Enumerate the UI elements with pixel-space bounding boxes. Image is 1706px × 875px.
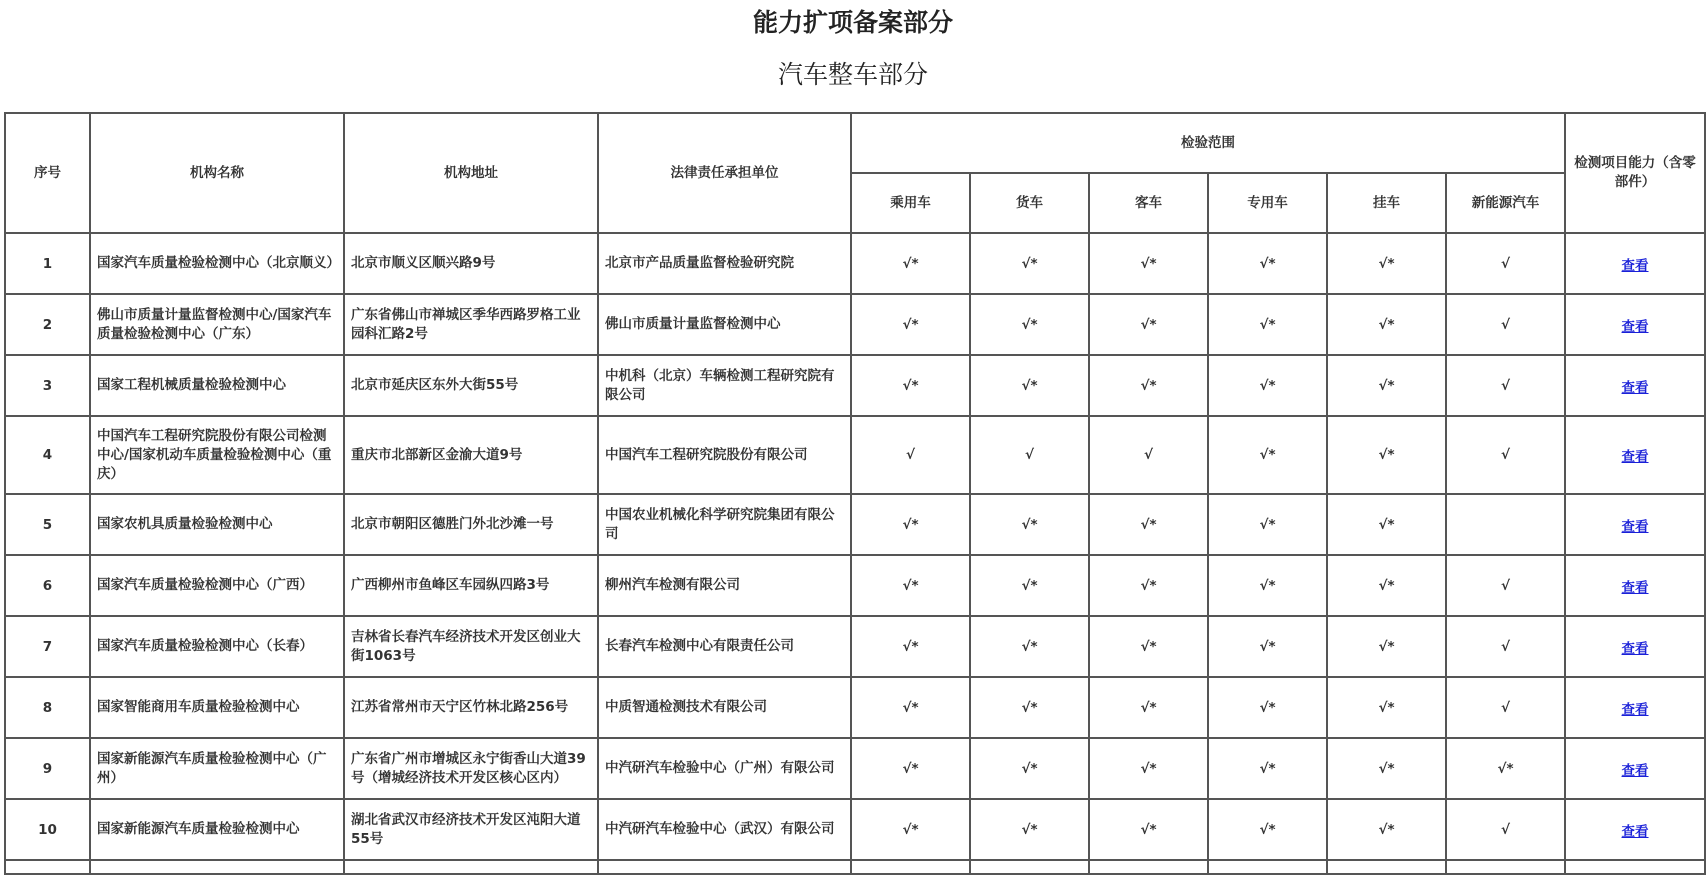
row-capability (1565, 355, 1705, 416)
row-seq: 8 (5, 677, 90, 738)
row-scope-trailer: √* (1327, 494, 1446, 555)
row-address: 广东省佛山市禅城区季华西路罗格工业园科汇路2号 (344, 294, 598, 355)
row-legal: 中质智通检测技术有限公司 (598, 677, 851, 738)
empty-cell (344, 860, 598, 874)
row-seq: 10 (5, 799, 90, 860)
row-scope-trailer: √* (1327, 233, 1446, 294)
row-seq: 5 (5, 494, 90, 555)
row-scope-nev: √ (1446, 799, 1565, 860)
row-seq: 3 (5, 355, 90, 416)
empty-cell (90, 860, 344, 874)
header-capability: 检测项目能力（含零部件） (1565, 113, 1705, 233)
row-capability (1565, 677, 1705, 738)
row-name: 中国汽车工程研究院股份有限公司检测中心/国家机动车质量检验检测中心（重庆） (90, 416, 344, 494)
row-scope-passenger: √* (851, 355, 970, 416)
row-scope-truck: √ (970, 416, 1089, 494)
header-scope: 检验范围 (851, 113, 1565, 173)
header-row (5, 113, 1705, 173)
header-special: 专用车 (1208, 173, 1327, 233)
row-scope-passenger: √* (851, 616, 970, 677)
row-seq: 6 (5, 555, 90, 616)
row-scope-trailer: √* (1327, 416, 1446, 494)
row-scope-nev: √* (1446, 738, 1565, 799)
row-scope-bus: √* (1089, 294, 1208, 355)
row-seq: 9 (5, 738, 90, 799)
row-scope-trailer: √* (1327, 355, 1446, 416)
table-row (5, 494, 1705, 555)
row-address: 湖北省武汉市经济技术开发区沌阳大道55号 (344, 799, 598, 860)
row-seq: 1 (5, 233, 90, 294)
row-legal: 中汽研汽车检验中心（广州）有限公司 (598, 738, 851, 799)
row-scope-nev: √ (1446, 677, 1565, 738)
row-name: 国家新能源汽车质量检验检测中心（广州） (90, 738, 344, 799)
row-legal: 长春汽车检测中心有限责任公司 (598, 616, 851, 677)
row-scope-special: √* (1208, 233, 1327, 294)
row-scope-bus: √* (1089, 555, 1208, 616)
table-row (5, 233, 1705, 294)
row-scope-special: √* (1208, 738, 1327, 799)
empty-cell (970, 860, 1089, 874)
view-link[interactable]: 查看 (1621, 640, 1649, 657)
row-scope-special: √* (1208, 677, 1327, 738)
empty-cell (851, 860, 970, 874)
row-capability (1565, 233, 1705, 294)
row-scope-nev: √ (1446, 233, 1565, 294)
row-capability (1565, 738, 1705, 799)
empty-cell (5, 860, 90, 874)
row-scope-bus: √ (1089, 416, 1208, 494)
view-link[interactable]: 查看 (1621, 318, 1649, 335)
row-capability (1565, 616, 1705, 677)
table-row (5, 355, 1705, 416)
row-scope-truck: √* (970, 738, 1089, 799)
row-scope-trailer: √* (1327, 799, 1446, 860)
table-row (5, 616, 1705, 677)
row-address: 北京市朝阳区德胜门外北沙滩一号 (344, 494, 598, 555)
row-scope-bus: √* (1089, 677, 1208, 738)
empty-cell (1208, 860, 1327, 874)
row-scope-bus: √* (1089, 494, 1208, 555)
view-link[interactable]: 查看 (1621, 579, 1649, 596)
row-name: 国家工程机械质量检验检测中心 (90, 355, 344, 416)
row-seq: 4 (5, 416, 90, 494)
header-nev: 新能源汽车 (1446, 173, 1565, 233)
institution-table (4, 112, 1706, 875)
table-row (5, 677, 1705, 738)
view-link[interactable]: 查看 (1621, 449, 1649, 465)
row-scope-special: √* (1208, 294, 1327, 355)
row-scope-truck: √* (970, 677, 1089, 738)
header-legal: 法律责任承担单位 (598, 113, 851, 233)
row-scope-truck: √* (970, 494, 1089, 555)
empty-cell (1327, 860, 1446, 874)
row-scope-trailer: √* (1327, 738, 1446, 799)
table-row (5, 416, 1705, 494)
table-body (5, 233, 1705, 874)
row-seq: 7 (5, 616, 90, 677)
row-scope-passenger: √* (851, 494, 970, 555)
row-address: 北京市延庆区东外大街55号 (344, 355, 598, 416)
row-capability (1565, 294, 1705, 355)
header-seq: 序号 (5, 113, 90, 233)
row-scope-bus: √* (1089, 233, 1208, 294)
row-scope-special: √* (1208, 355, 1327, 416)
row-capability (1565, 494, 1705, 555)
row-address: 吉林省长春汽车经济技术开发区创业大街1063号 (344, 616, 598, 677)
view-link[interactable]: 查看 (1621, 701, 1649, 718)
table-row (5, 799, 1705, 860)
view-link[interactable]: 查看 (1621, 518, 1649, 535)
row-scope-nev (1446, 494, 1565, 555)
empty-cell (598, 860, 851, 874)
row-scope-passenger: √* (851, 799, 970, 860)
header-address: 机构地址 (344, 113, 598, 233)
row-capability (1565, 799, 1705, 860)
row-legal: 柳州汽车检测有限公司 (598, 555, 851, 616)
empty-cell (1089, 860, 1208, 874)
header-truck: 货车 (970, 173, 1089, 233)
row-scope-bus: √* (1089, 799, 1208, 860)
row-name: 国家智能商用车质量检验检测中心 (90, 677, 344, 738)
row-name: 国家农机具质量检验检测中心 (90, 494, 344, 555)
header-passenger: 乘用车 (851, 173, 970, 233)
header-bus: 客车 (1089, 173, 1208, 233)
row-scope-trailer: √* (1327, 677, 1446, 738)
row-name: 国家汽车质量检验检测中心（北京顺义） (90, 233, 344, 294)
row-scope-nev: √ (1446, 416, 1565, 494)
row-scope-trailer: √* (1327, 555, 1446, 616)
row-scope-special: √* (1208, 616, 1327, 677)
row-capability (1565, 416, 1705, 494)
row-address: 广西柳州市鱼峰区车园纵四路3号 (344, 555, 598, 616)
row-legal: 中国农业机械化科学研究院集团有限公司 (598, 494, 851, 555)
row-name: 国家汽车质量检验检测中心（长春） (90, 616, 344, 677)
row-scope-passenger: √* (851, 677, 970, 738)
view-link[interactable]: 查看 (1621, 379, 1649, 396)
row-address: 江苏省常州市天宁区竹林北路256号 (344, 677, 598, 738)
table-row (5, 294, 1705, 355)
header-trailer: 挂车 (1327, 173, 1446, 233)
row-scope-truck: √* (970, 555, 1089, 616)
row-scope-special: √* (1208, 799, 1327, 860)
row-scope-nev: √ (1446, 616, 1565, 677)
view-link[interactable]: 查看 (1621, 257, 1649, 274)
row-scope-passenger: √ (851, 416, 970, 494)
page-title: 能力扩项备案部分 (752, 8, 953, 37)
row-scope-truck: √* (970, 233, 1089, 294)
table-row-partial (5, 860, 1705, 874)
row-scope-special: √* (1208, 494, 1327, 555)
row-scope-special: √* (1208, 555, 1327, 616)
row-scope-trailer: √* (1327, 616, 1446, 677)
empty-cell (1446, 860, 1565, 874)
row-scope-bus: √* (1089, 738, 1208, 799)
row-scope-truck: √* (970, 616, 1089, 677)
row-scope-passenger: √* (851, 294, 970, 355)
row-scope-nev: √ (1446, 355, 1565, 416)
row-capability (1565, 555, 1705, 616)
row-scope-special: √* (1208, 416, 1327, 494)
row-address: 北京市顺义区顺兴路9号 (344, 233, 598, 294)
row-scope-nev: √ (1446, 555, 1565, 616)
row-name: 国家新能源汽车质量检验检测中心 (90, 799, 344, 860)
row-scope-passenger: √* (851, 738, 970, 799)
page-subtitle: 汽车整车部分 (777, 60, 928, 89)
row-scope-passenger: √* (851, 555, 970, 616)
row-scope-trailer: √* (1327, 294, 1446, 355)
row-scope-bus: √* (1089, 355, 1208, 416)
row-scope-truck: √* (970, 355, 1089, 416)
row-scope-bus: √* (1089, 616, 1208, 677)
row-address: 重庆市北部新区金渝大道9号 (344, 416, 598, 494)
row-legal: 中国汽车工程研究院股份有限公司 (598, 416, 851, 494)
row-legal: 中机科（北京）车辆检测工程研究院有限公司 (598, 355, 851, 416)
row-seq: 2 (5, 294, 90, 355)
row-legal: 佛山市质量计量监督检测中心 (598, 294, 851, 355)
row-scope-truck: √* (970, 294, 1089, 355)
row-name: 国家汽车质量检验检测中心（广西） (90, 555, 344, 616)
empty-cell (1565, 860, 1705, 874)
table-row (5, 738, 1705, 799)
row-name: 佛山市质量计量监督检测中心/国家汽车质量检验检测中心（广东） (90, 294, 344, 355)
view-link[interactable]: 查看 (1621, 823, 1649, 840)
row-scope-truck: √* (970, 799, 1089, 860)
view-link[interactable]: 查看 (1621, 762, 1649, 779)
table-row (5, 555, 1705, 616)
row-legal: 中汽研汽车检验中心（武汉）有限公司 (598, 799, 851, 860)
row-legal: 北京市产品质量监督检验研究院 (598, 233, 851, 294)
row-address: 广东省广州市增城区永宁街香山大道39号（增城经济技术开发区核心区内） (344, 738, 598, 799)
row-scope-nev: √ (1446, 294, 1565, 355)
row-scope-passenger: √* (851, 233, 970, 294)
header-name: 机构名称 (90, 113, 344, 233)
